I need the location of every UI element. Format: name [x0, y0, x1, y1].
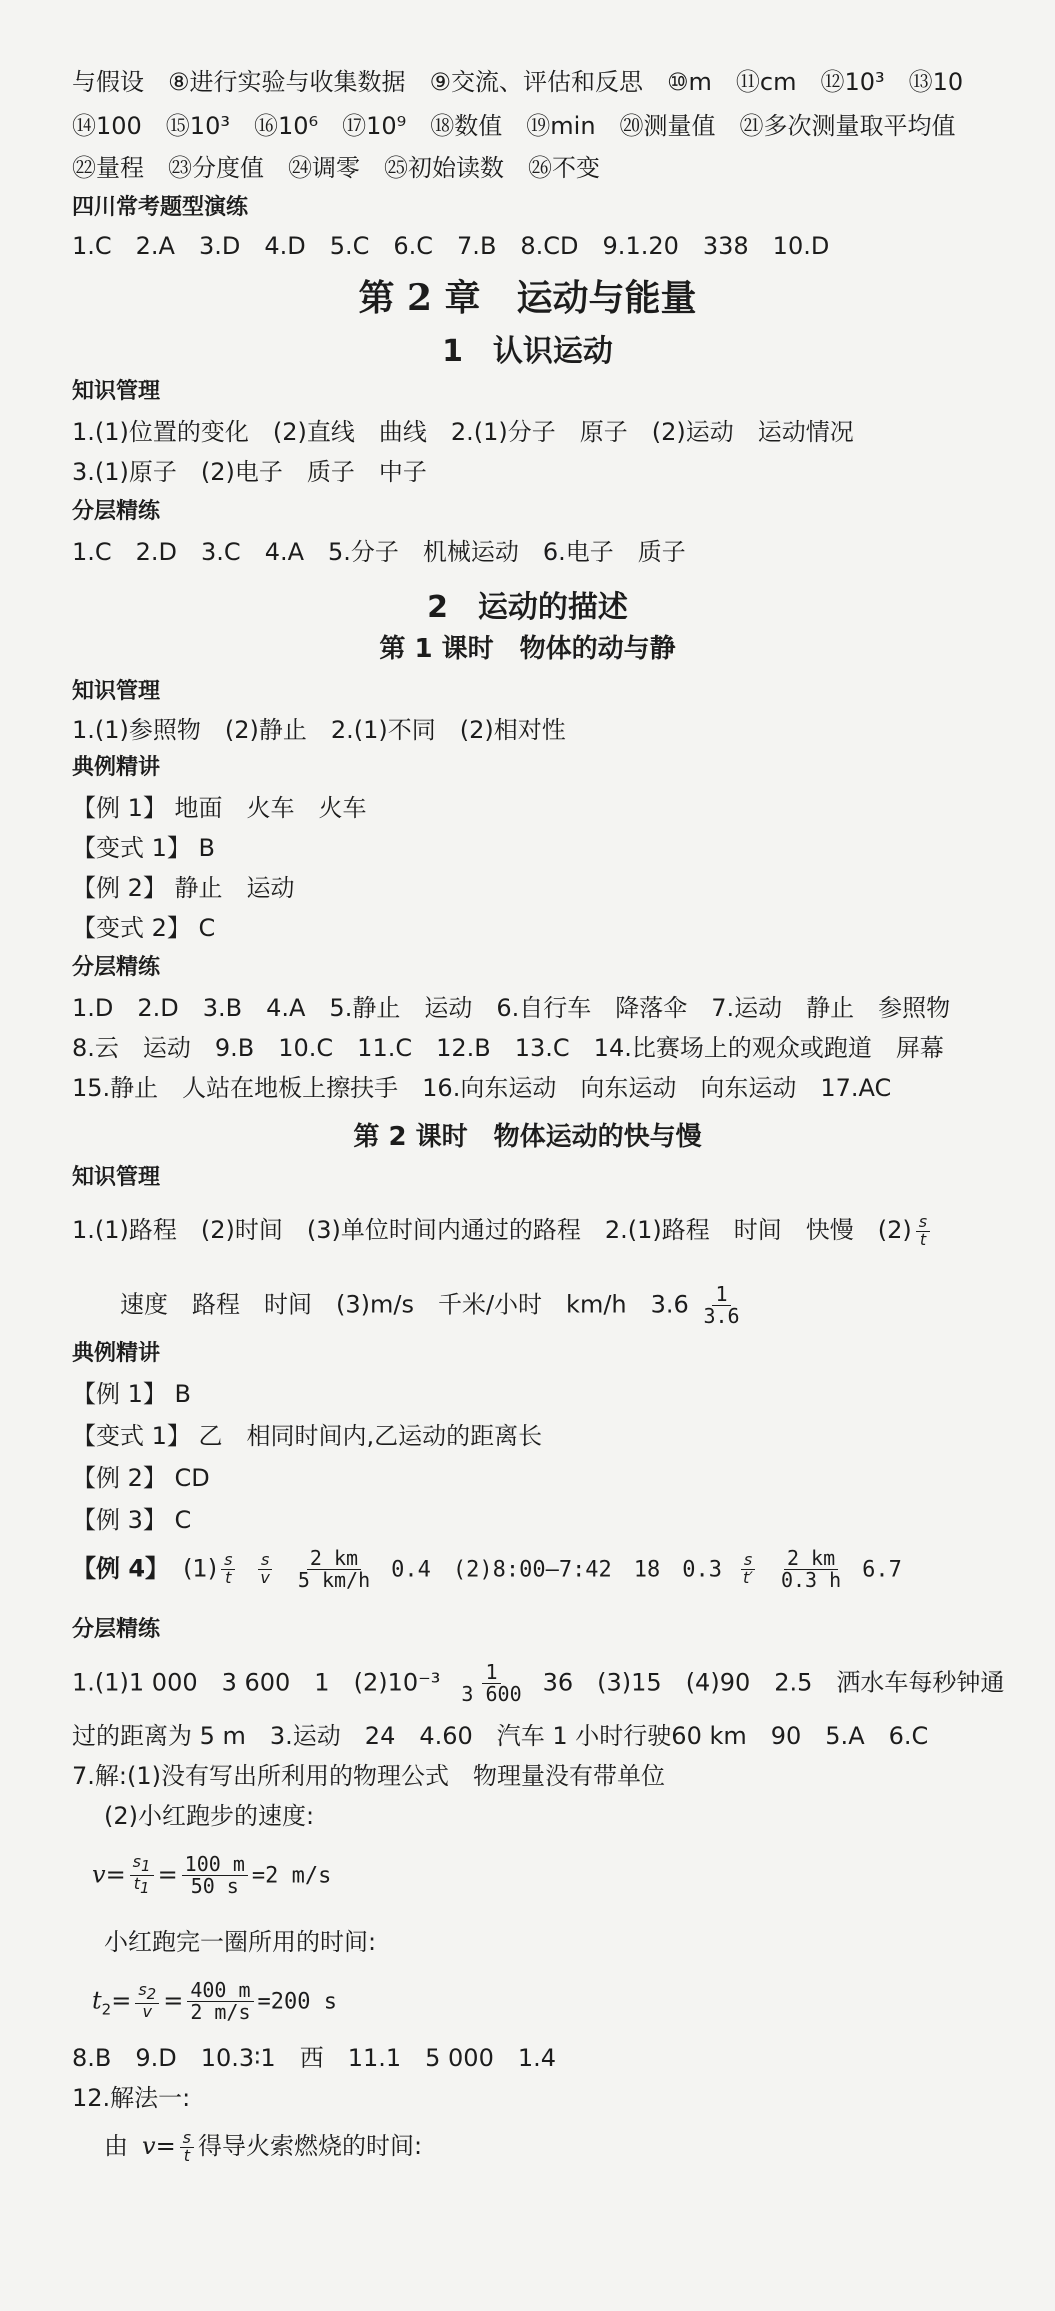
line-15: 过的距离为 5 m 3.运动 24 4.60 汽车 1 小时行驶60 km 90 5.A 6.C: [72, 1722, 929, 1750]
line-9: 1.D 2.D 3.B 4.A 5.静止 运动 6.自行车 降落伞 7.运动 静止 参照物: [72, 994, 951, 1022]
line-13: [120, 1284, 747, 1327]
line-12-text: 1.(1)路程 (2)时间 (3)单位时间内通过的路程 2.(1)路程 时间 快慢 (2): [72, 1216, 912, 1244]
section-label-sichuan: 四川常考题型演练: [72, 195, 249, 220]
fraction-1-over-3.6: $\frac{1}{3.6}$: [703, 1282, 740, 1328]
variant-1: 【变式 1】 B: [72, 834, 215, 862]
label-knowledge-3: 知识管理: [72, 1165, 161, 1190]
formula-speed: v= $\frac{s_1}{t_1}$ = $\frac{100 m}{50 s}$ =2 m/s: [92, 1852, 332, 1898]
example-2: 【例 2】 静止 运动: [72, 874, 295, 902]
example-2-3: 【例 3】 C: [72, 1506, 192, 1534]
variant-2-1: 【变式 1】 乙 相同时间内,乙运动的距离长: [72, 1422, 543, 1450]
example-1: 【例 1】 地面 火车 火车: [72, 794, 367, 822]
line-11: 15.静止 人站在地板上擦扶手 16.向东运动 向东运动 向东运动 17.AC: [72, 1074, 892, 1102]
line-12: [72, 1212, 934, 1248]
line-20: 12.解法一:: [72, 2084, 191, 2112]
line-2: ⑭100 ⑮10³ ⑯10⁶ ⑰10⁹ ⑱数值 ⑲min ⑳测量值 ㉑多次测量取平均值: [72, 112, 956, 140]
example-2-4: 【例 4】 (1) $\frac{s}{t}$ $\frac{s}{v}$ $\frac{2 km}{5 km/h}$ 0.4 (2)8:00—7:42 18 0.3 $\frac{s}{t'}$ $\frac{2 km}{0.3 h}$ 6.7: [72, 1546, 902, 1592]
line-3: ㉒量程 ㉓分度值 ㉔调零 ㉕初始读数 ㉖不变: [72, 154, 600, 182]
label-knowledge-2: 知识管理: [72, 679, 161, 704]
example-2-2: 【例 2】 CD: [72, 1464, 210, 1492]
section-title-1: 1 认识运动: [442, 334, 613, 369]
line-10: 8.云 运动 9.B 10.C 11.C 12.B 13.C 14.比赛场上的观众或跑道 屏幕: [72, 1034, 944, 1062]
line-8: 1.(1)参照物 (2)静止 2.(1)不同 (2)相对性: [72, 716, 566, 744]
line-14: 1.(1)1 000 3 600 1 (2)10⁻³ $\frac{1}{3 600}$ 36 (3)15 (4)90 2.5 洒水车每秒钟通: [72, 1660, 1005, 1706]
label-practice-1: 分层精练: [72, 499, 161, 524]
label-knowledge-1: 知识管理: [72, 379, 161, 404]
label-examples-2: 典例精讲: [72, 1341, 161, 1366]
label-practice-2: 分层精练: [72, 955, 161, 980]
chapter-title: 第 2 章 运动与能量: [358, 277, 697, 319]
line-17: (2)小红跑步的速度:: [104, 1802, 315, 1830]
line-5: 1.(1)位置的变化 (2)直线 曲线 2.(1)分子 原子 (2)运动 运动情况: [72, 418, 854, 446]
lesson-title-2: 第 2 课时 物体运动的快与慢: [353, 1122, 702, 1152]
line-18: 小红跑完一圈所用的时间:: [104, 1928, 377, 1956]
line-1: 与假设 ⑧进行实验与收集数据 ⑨交流、评估和反思 ⑩m ⑪cm ⑫10³ ⑬10: [72, 68, 964, 96]
variant-2: 【变式 2】 C: [72, 914, 216, 942]
line-21: 由 v= $\frac{s}{t}$ 得导火索燃烧的时间:: [104, 2127, 423, 2165]
line-16: 7.解:(1)没有写出所利用的物理公式 物理量没有带单位: [72, 1762, 665, 1790]
example-2-1: 【例 1】 B: [72, 1380, 191, 1408]
line-6: 3.(1)原子 (2)电子 质子 中子: [72, 458, 427, 486]
label-practice-3: 分层精练: [72, 1617, 161, 1642]
line-19: 8.B 9.D 10.3∶1 西 11.1 5 000 1.4: [72, 2044, 557, 2072]
label-examples-1: 典例精讲: [72, 755, 161, 780]
fraction-s-over-t: $\frac{s}{t}$: [916, 1214, 930, 1249]
lesson-title-1: 第 1 课时 物体的动与静: [379, 634, 676, 664]
formula-time: $t_2=$ $\frac{s_2}{v}$ = $\frac{400 m}{2 m/s}$ =200 s: [92, 1978, 338, 2024]
line-4: 1.C 2.A 3.D 4.D 5.C 6.C 7.B 8.CD 9.1.20 338 10.D: [72, 232, 830, 260]
line-13-text: 速度 路程 时间 (3)m/s 千米/小时 km/h 3.6: [120, 1290, 689, 1319]
line-7: 1.C 2.D 3.C 4.A 5.分子 机械运动 6.电子 质子: [72, 538, 686, 566]
section-title-2: 2 运动的描述: [427, 590, 628, 625]
